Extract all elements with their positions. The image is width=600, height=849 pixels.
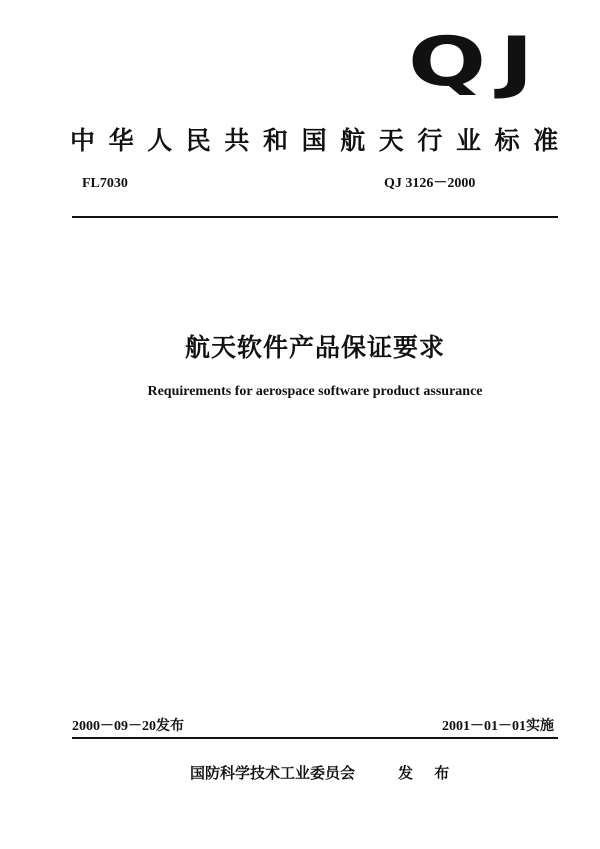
standard-number: QJ 3126－2000: [384, 176, 476, 191]
issue-date: 2000－09－20发布: [72, 719, 184, 734]
standard-category-title: 中华人民共和国航天行业标准: [70, 126, 572, 155]
issuing-authority: 国防科学技术工业委员会: [190, 764, 356, 782]
top-divider: [72, 216, 558, 218]
classification-code: FL7030: [82, 176, 128, 191]
issuer-action: 发 布: [398, 764, 458, 782]
document-title-english: Requirements for aerospace software product assurance: [147, 384, 483, 399]
document-title-chinese: 航天软件产品保证要求: [184, 333, 445, 362]
bottom-divider: [72, 737, 558, 739]
qj-logo: QJ: [408, 23, 548, 102]
effective-date: 2001－01－01实施: [442, 719, 554, 734]
